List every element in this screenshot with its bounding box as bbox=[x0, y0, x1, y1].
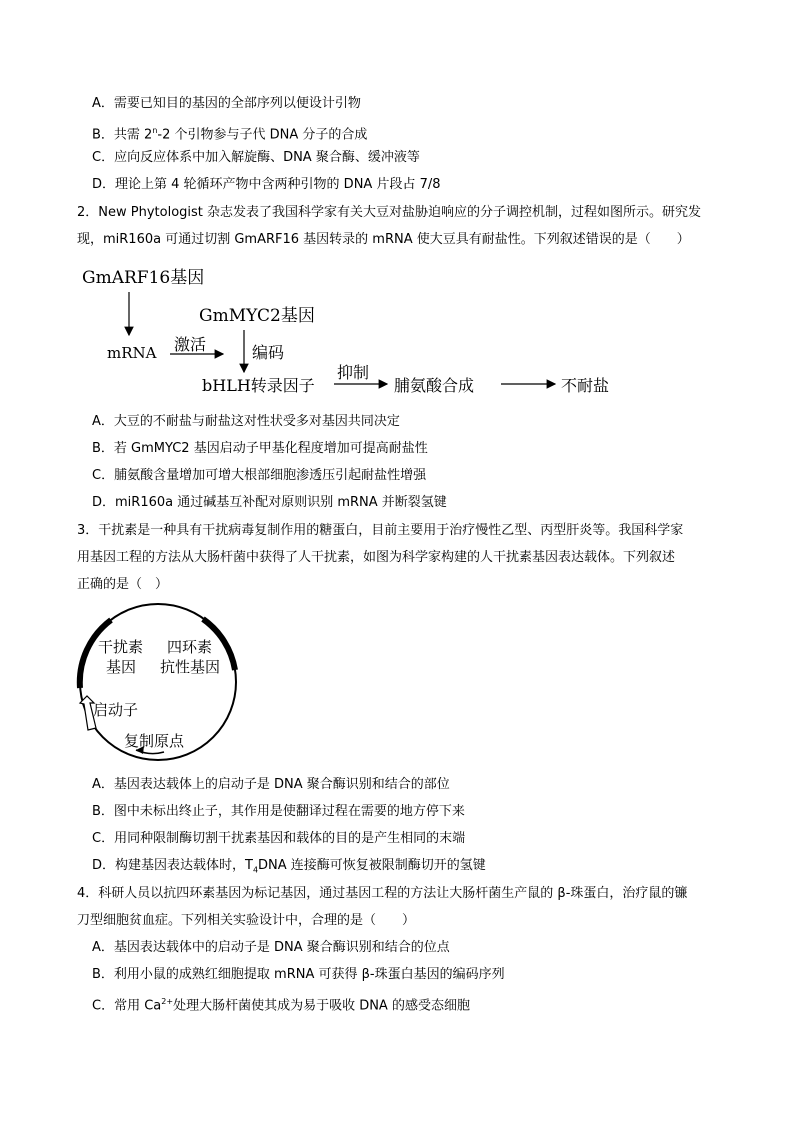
q3-ifn-label-2: 基因 bbox=[106, 658, 137, 676]
q3-stem-line2: 用基因工程的方法从大肠杆菌中获得了人干扰素，如图为科学家构建的人干扰素基因表达载体。下列叙述 bbox=[77, 550, 676, 565]
q4-stem-line2: 刀型细胞贫血症。下列相关实验设计中，合理的是（ ） bbox=[77, 913, 416, 928]
q4-option-b: B．利用小鼠的成熟红细胞提取 mRNA 可获得 β-珠蛋白基因的编码序列 bbox=[92, 967, 505, 982]
q2-option-a: A．大豆的不耐盐与耐盐这对性状受多对基因共同决定 bbox=[92, 414, 400, 429]
q4-option-c bbox=[92, 993, 470, 1015]
q2-inhibit-label: 抑制 bbox=[337, 363, 370, 382]
q2-result-label: 不耐盐 bbox=[561, 376, 610, 395]
q2-option-b: B．若 GmMYC2 基因启动子甲基化程度增加可提高耐盐性 bbox=[92, 441, 428, 456]
q4-option-c-pre: C．常用 Ca bbox=[92, 998, 162, 1014]
q3-option-a: A．基因表达载体上的启动子是 DNA 聚合酶识别和结合的部位 bbox=[92, 777, 450, 792]
q1-option-b-sup: n bbox=[152, 126, 158, 135]
q2-proline-label: 脯氨酸合成 bbox=[394, 376, 475, 395]
q3-tet-label-1: 四环素 bbox=[167, 638, 213, 656]
q2-option-d: D．miR160a 通过碱基互补配对原则识别 mRNA 并断裂氢键 bbox=[92, 495, 447, 510]
q2-gene1-label: GmARF16基因 bbox=[82, 268, 205, 288]
q4-stem-line1: 4．科研人员以抗四环素基因为标记基因，通过基因工程的方法让大肠杆菌生产鼠的 β-珠蛋白，治疗鼠的镰 bbox=[77, 886, 688, 901]
q4-option-c-post: 处理大肠杆菌使其成为易于吸收 DNA 的感受态细胞 bbox=[173, 998, 470, 1014]
q1-option-b-pre: B．共需 2 bbox=[92, 127, 153, 143]
q3-option-d-post: DNA 连接酶可恢复被限制酶切开的氢键 bbox=[258, 858, 486, 873]
q2-mrna-label: mRNA bbox=[107, 344, 157, 362]
q3-option-d-sub: 4 bbox=[252, 865, 259, 875]
q3-option-b: B．图中未标出终止子，其作用是使翻译过程在需要的地方停下来 bbox=[92, 804, 465, 819]
q2-activate-label: 激活 bbox=[174, 335, 207, 354]
q3-stem-line3: 正确的是（ ） bbox=[77, 577, 169, 592]
q1-option-a: A．需要已知目的基因的全部序列以便设计引物 bbox=[92, 96, 361, 111]
q2-diagram bbox=[0, 0, 794, 420]
q2-gene2-label: GmMYC2基因 bbox=[199, 306, 315, 326]
q1-option-b-post: -2 个引物参与子代 DNA 分子的合成 bbox=[157, 127, 368, 143]
q2-stem-line1: 2．New Phytologist 杂志发表了我国科学家有关大豆对盐胁迫响应的分子调控机制，过程如图所示。研究发 bbox=[77, 205, 702, 220]
q4-option-c-sup: 2+ bbox=[161, 997, 174, 1006]
q3-option-d-pre: D．构建基因表达载体时，T bbox=[92, 858, 253, 873]
q3-ori-label: 复制原点 bbox=[124, 732, 185, 750]
q3-promoter-label: 启动子 bbox=[93, 701, 139, 719]
q3-tet-label-2: 抗性基因 bbox=[160, 658, 221, 676]
q1-option-d: D．理论上第 4 轮循环产物中含两种引物的 DNA 片段占 7/8 bbox=[92, 177, 441, 192]
q1-option-c: C．应向反应体系中加入解旋酶、DNA 聚合酶、缓冲液等 bbox=[92, 150, 420, 165]
q2-stem-line2: 现，miR160a 可通过切割 GmARF16 基因转录的 mRNA 使大豆具有耐盐性。下列叙述错误的是（ ） bbox=[77, 232, 690, 247]
q2-bhlh-label: bHLH转录因子 bbox=[202, 376, 315, 395]
q3-option-c: C．用同种限制酶切割干扰素基因和载体的目的是产生相同的末端 bbox=[92, 831, 466, 846]
q3-stem-line1: 3．干扰素是一种具有干扰病毒复制作用的糖蛋白，目前主要用于治疗慢性乙型、丙型肝炎等。我国科学家 bbox=[77, 523, 684, 538]
q3-option-d bbox=[92, 857, 486, 880]
q4-option-a: A．基因表达载体中的启动子是 DNA 聚合酶识别和结合的位点 bbox=[92, 940, 450, 955]
q2-option-c: C．脯氨酸含量增加可增大根部细胞渗透压引起耐盐性增强 bbox=[92, 468, 427, 483]
q2-encode-label: 编码 bbox=[252, 343, 285, 362]
q3-ifn-label-1: 干扰素 bbox=[98, 638, 144, 656]
q3-plasmid-diagram bbox=[60, 600, 260, 770]
